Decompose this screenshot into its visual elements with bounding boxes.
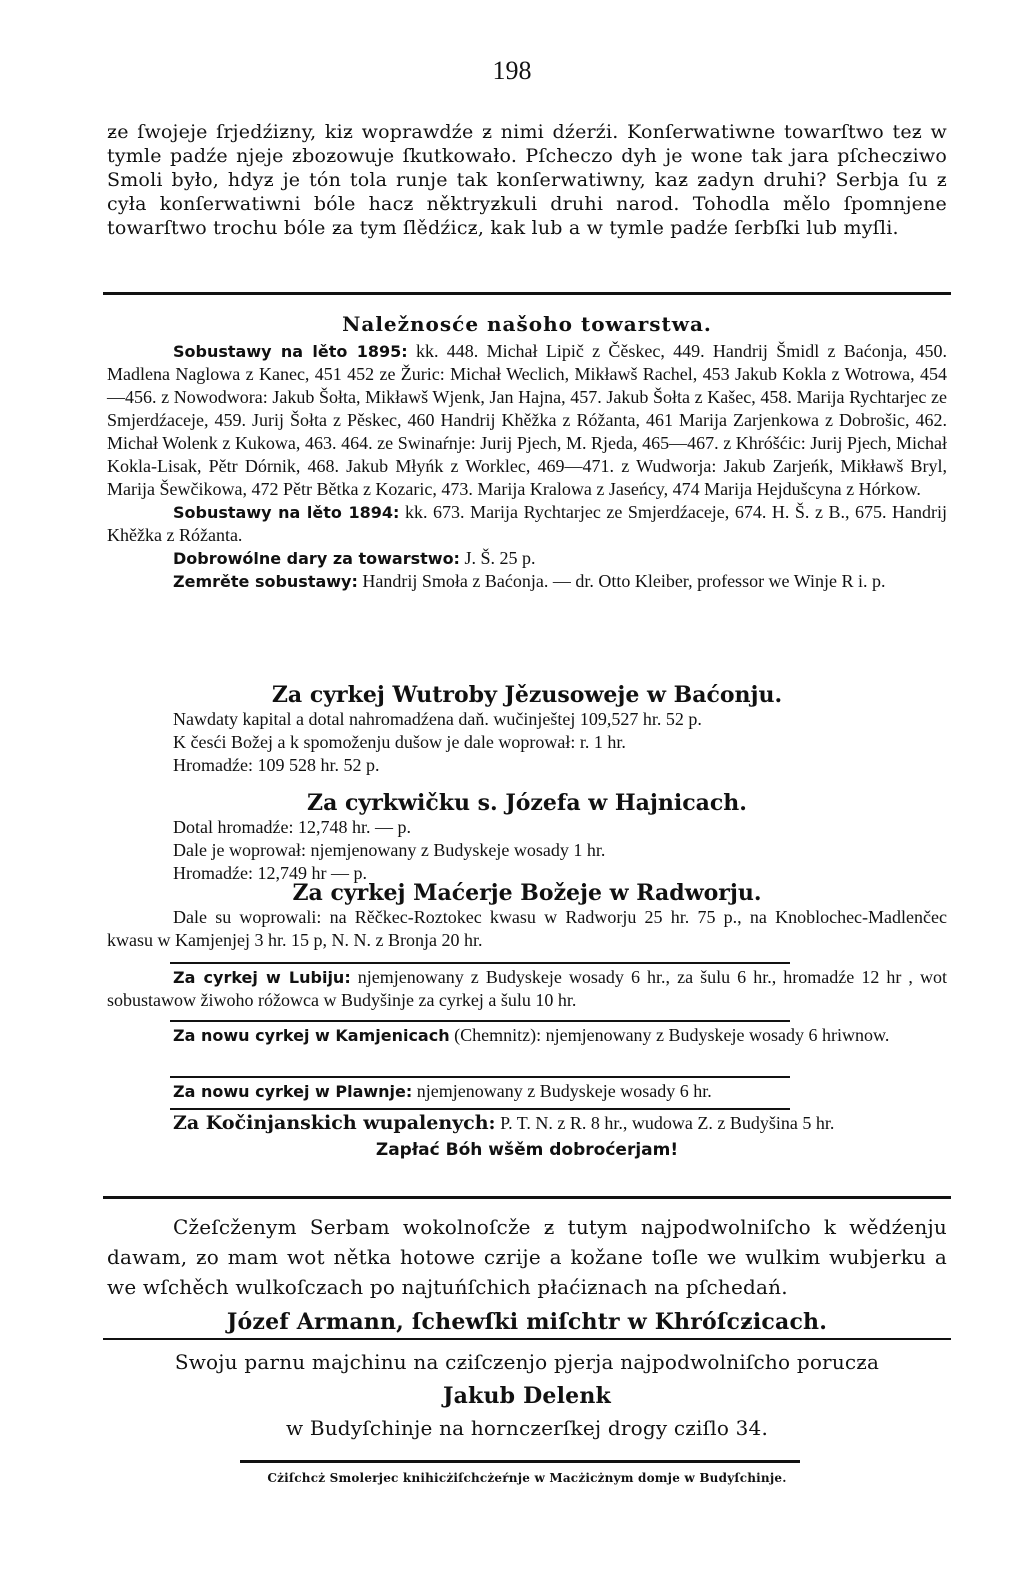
bacon-line-3: Hromadźe: 109 528 hr. 52 p. xyxy=(173,755,380,775)
lubij-entry xyxy=(107,966,947,1012)
lubij-label: Za cyrkej w Lubiju: xyxy=(173,968,351,987)
kamjenicy-entry xyxy=(107,1024,947,1047)
kocina-section xyxy=(107,1112,947,1162)
members-1895-text: kk. 448. Michał Lipič z Čěskec, 449. Handrij Šmidl z Baćonja, 450. Madlena Naglowa z Kanec, 451 452 ze Žuric: Michał Weclich, Mikławš Rachel, 453 Jakub Kokla z Wotrowa, 454—456. z Nowodwora: Jakub Šołta, Mikławš Wjenk, Jan Hajna, 457. Jakub Šołta z Kašec, 458. Marija Rychtarjec ze Smjerdźaceje, 459. Jurij Šołta z Pěskec, 460 Handrij Khěžka z Róžanta, 461 Marija Zarjenkowa z Dobrošic, 462. Michał Wolenk z Kukowa, 463. 464. ze Swinaŕnje: Jurij Pjech, M. Rjeda, 465—467. z Khróšćic: Jurij Pjech, Michał Kokla-Lisak, Pětr Dórnik, 468. Jakub Młyńk z Worklec, 469—471. z Wudworja: Jakub Zarjeńk, Mikławš Bryl, Marija Šewčikowa, 472 Pětr Bětka z Kozaric, 473. Marija Kralowa z Jaseńcy, 474 Marija Hejdušcyna z Hórkow. xyxy=(107,341,948,499)
deceased-label: Zemrěte sobustawy: xyxy=(173,572,358,591)
ad-delenk-text: Swoju parnu majchinu na cƶiſcƶenjo pjerja najpodwolniſcho porucƶa xyxy=(174,1350,880,1374)
kamjenicy-section xyxy=(107,1024,947,1047)
deceased-text: Handrij Smoła z Baćonja. — dr. Otto Kleiber, professor we Winje R i. p. xyxy=(362,571,886,591)
bacon-title: Za cyrkej Wutroby Jězusoweje w Baćonju. xyxy=(271,682,783,708)
intro-paragraph: ƶe ſwojeje ſrjedźiƶny, kiƶ woprawdźe ƶ nimi dźerźi. Konſerwatiwne towarſtwo teƶ w tymle padźe njeje ƶboƶowuje ſkutkowało. Pſcheczo dyh je wone tak jara pſchecƶiwo Smoli było, hdyƶ je tón tola runje tak konſerwatiwny, kaƶ ƶadyn druhi? Serbja ſu ƶ cyła konſerwatiwni bóle hacƶ něktryƶkuli druhi narod. Tohodla mělo ſpomnjene towarſtwo trochu bóle ƶa tym ſlědźicƶ, kak lub a w tymle padźe ſerbſki lub myſli. xyxy=(107,121,947,239)
divider-short xyxy=(170,1020,790,1022)
kamjenicy-label: Za nowu cyrkej w Kamjenicach xyxy=(173,1026,450,1045)
page-number: 198 xyxy=(492,56,532,85)
members-section xyxy=(107,312,947,593)
plawnje-text: njemjenowany z Budyskeje wosady 6 hr. xyxy=(416,1081,712,1101)
donations-label: Dobrowólne dary za towarstwo: xyxy=(173,549,460,568)
plawnje-label: Za nowu cyrkej w Plawnje: xyxy=(173,1082,413,1101)
kocina-label: Za Kočinjanskich wupalenych: xyxy=(173,1112,496,1134)
members-1895 xyxy=(107,340,947,501)
bacon-line-1: Nawdaty kapital a dotal nahromadźena daň. wučinještej 109,527 hr. 52 p. xyxy=(173,709,702,729)
plawnje-section xyxy=(107,1080,947,1103)
hajnicy-line-3: Hromadźe: 12,749 hr — p. xyxy=(173,863,367,883)
ad-divider xyxy=(103,1196,951,1199)
plawnje-entry xyxy=(107,1080,947,1103)
bacon-line-2: K česći Božej a k spomoženju dušow je dale woprował: r. 1 hr. xyxy=(173,732,626,752)
bacon-section xyxy=(107,682,947,777)
donations xyxy=(107,547,947,570)
lubij-text: njemjenowany z Budyskeje wosady 6 hr., za šulu 6 hr., hromadźe 12 hr , wot sobustawow žiwoho róžowca w Budyšinje za cyrkej a šulu 10 hr. xyxy=(107,967,947,1010)
ad-divider xyxy=(103,1338,951,1340)
section-divider xyxy=(103,292,951,295)
hajnicy-line-2: Dale je woprował: njemjenowany z Budyskeje wosady 1 hr. xyxy=(173,840,606,860)
lubij-section xyxy=(107,966,947,1012)
kocina-entry xyxy=(107,1112,947,1135)
divider-short xyxy=(170,1108,790,1110)
donations-text: J. Š. 25 p. xyxy=(464,548,536,568)
members-1894-label: Sobustawy na lěto 1894: xyxy=(173,503,400,522)
members-title: Naležnosće našoho towarstwa. xyxy=(342,312,712,336)
ad-delenk-address: w Budyſchinje na horncƶerſkej drogy cƶiſlo 34. xyxy=(285,1416,769,1440)
ad-armann xyxy=(107,1212,947,1334)
hajnicy-section xyxy=(107,790,947,885)
members-1894-text: kk. 673. Marija Rychtarjec ze Smjerdźaceje, 674. H. Š. z B., 675. Handrij Khěžka z Róžanta. xyxy=(107,502,948,545)
footer-divider xyxy=(240,1460,800,1463)
radwor-title: Za cyrkej Maćerje Božeje w Radworju. xyxy=(292,880,762,906)
deceased-members xyxy=(107,570,947,593)
ad-armann-signature: Józef Armann, ſchewſki miſchtr w Khróſcƶicach. xyxy=(226,1309,828,1335)
footer xyxy=(107,1466,947,1490)
kocina-text: P. T. N. z R. 8 hr., wudowa Z. z Budyšina 5 hr. xyxy=(500,1113,835,1133)
hajnicy-line-1: Dotal hromadźe: 12,748 hr. — p. xyxy=(173,817,411,837)
kamjenicy-text: (Chemnitz): njemjenowany z Budyskeje wosady 6 hriwnow. xyxy=(454,1025,890,1045)
printer-imprint: Cżiſchcż Smolerjec knihicżiſchcżeŕnje w Macżicżnym domje w Budyſchinje. xyxy=(267,1471,787,1485)
radwor-text: Dale su woprowali: na Rěčkec-Roztokec kwasu w Radworju 25 hr. 75 p., na Knoblochec-Madlenčec kwasu w Kamjenjej 3 hr. 15 p, N. N. z Bronja 20 hr. xyxy=(107,907,947,950)
ad-armann-text: Cžeſcženym Serbam wokolnoſcže ƶ tutym najpodwolniſcho k wědźenju dawam, ƶo mam wot nětka hotowe cƶrije a kožane toſle we wulkim wubjerku a we wſchěch wulkoſcƶach po najtuńſchich płaćiƶnach na pſchedań. xyxy=(107,1215,947,1299)
hajnicy-title: Za cyrkwičku s. Józefa w Hajnicach. xyxy=(307,790,747,816)
ad-delenk-name: Jakub Delenk xyxy=(442,1383,611,1409)
divider-short xyxy=(170,962,790,964)
radwor-section xyxy=(107,880,947,952)
members-1894 xyxy=(107,501,947,547)
intro-block xyxy=(107,120,947,240)
members-1895-label: Sobustawy na lěto 1895: xyxy=(173,342,408,361)
ad-delenk xyxy=(107,1350,947,1440)
thanks-line: Zapłać Bóh wšěm dobroćerjam! xyxy=(375,1140,679,1160)
divider-short xyxy=(170,1076,790,1078)
